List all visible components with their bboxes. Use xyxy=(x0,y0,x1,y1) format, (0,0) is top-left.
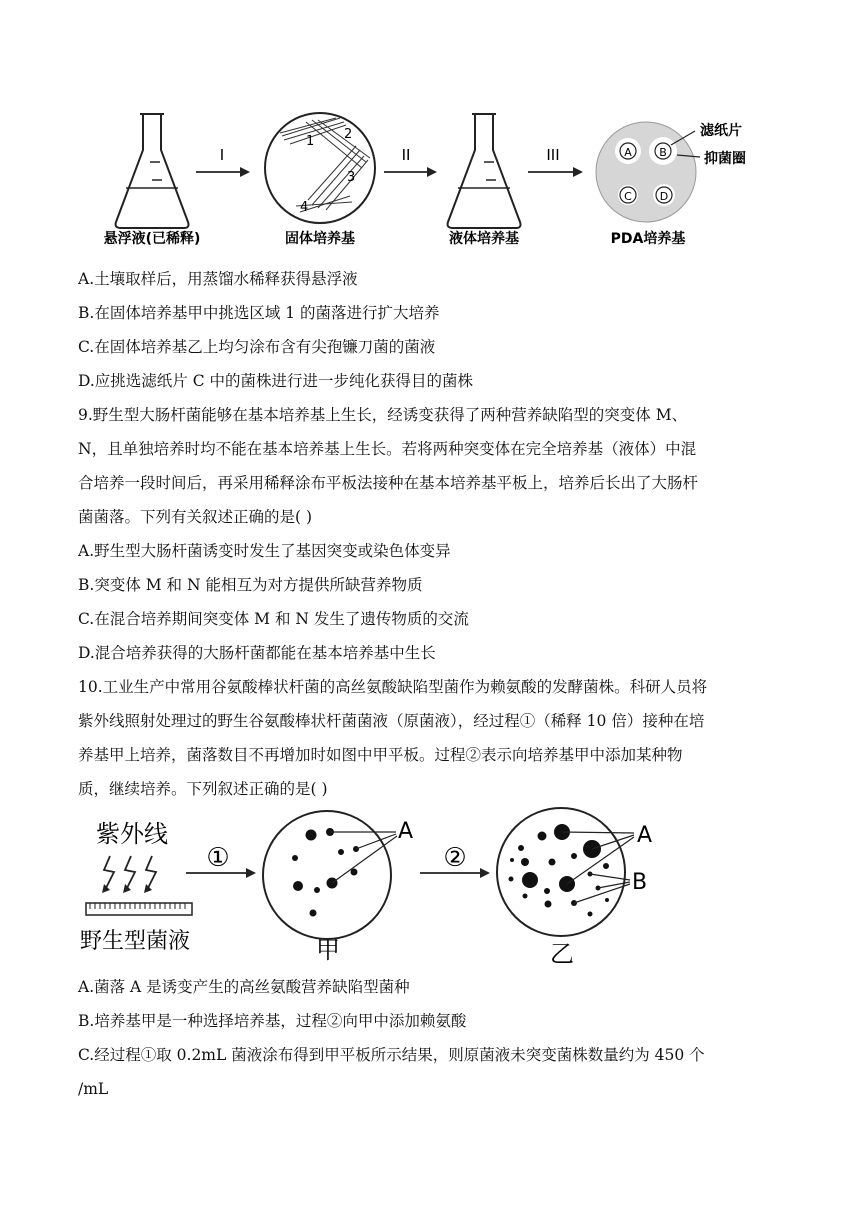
plate-jia xyxy=(263,811,397,939)
q9-stem-line: N，且单独培养时均不能在基本培养基上生长。若将两种突变体在完全培养基（液体）中混 xyxy=(78,440,697,458)
q9-option-a: A.野生型大肠杆菌诱变时发生了基因突变或染色体变异 xyxy=(78,542,451,560)
arrowhead-icon xyxy=(102,884,152,893)
uv-rays-icon xyxy=(104,856,156,888)
plate-jia-label: 甲 xyxy=(316,936,340,964)
plate1-label: 固体培养基 xyxy=(285,231,355,247)
svg-text:2: 2 xyxy=(344,127,353,142)
svg-text:C: C xyxy=(624,190,632,203)
plate2-label: PDA培养基 xyxy=(610,231,686,247)
svg-text:1: 1 xyxy=(306,134,315,149)
flask1-label: 悬浮液(已稀释) xyxy=(103,231,201,247)
q9-stem-line: 菌菌落。下列有关叙述正确的是( ) xyxy=(78,508,313,526)
q10-option-b: B.培养基甲是一种选择培养基，过程②向甲中添加赖氨酸 xyxy=(78,1012,467,1030)
plate-jia-label-A: A xyxy=(398,819,414,844)
arrow-step-2 xyxy=(420,843,490,878)
q9-option-b: B.突变体 M 和 N 能相互为对方提供所缺营养物质 xyxy=(78,576,423,594)
q9-stem-line: 合培养一段时间后，再采用稀释涂布平板法接种在基本培养基平板上，培养后长出了大肠杆 xyxy=(78,474,699,492)
plate-yi xyxy=(497,808,634,936)
svg-text:I: I xyxy=(219,146,225,164)
q9-option-d: D.混合培养获得的大肠杆菌都能在基本培养基中生长 xyxy=(78,644,436,662)
q8-option-c: C.在固体培养基乙上均匀涂布含有尖孢镰刀菌的菌液 xyxy=(78,338,436,356)
flask2-label: 液体培养基 xyxy=(449,231,519,247)
uv-label: 紫外线 xyxy=(96,820,168,848)
plate-yi-label-A: A xyxy=(637,823,653,848)
svg-text:A: A xyxy=(624,146,632,159)
dish-tick-marks xyxy=(90,903,185,909)
q10-stem-line: 养基甲上培养，菌落数目不再增加时如图中甲平板。过程②表示向培养基甲中添加某种物 xyxy=(78,746,683,764)
svg-text:4: 4 xyxy=(300,200,309,215)
q8-option-d: D.应挑选滤纸片 C 中的菌株进行进一步纯化获得目的菌株 xyxy=(78,372,474,390)
svg-text:B: B xyxy=(659,146,667,159)
arrow-step-1 xyxy=(186,843,256,878)
svg-text:III: III xyxy=(546,146,560,164)
svg-text:②: ② xyxy=(443,843,467,873)
arrow-step-III xyxy=(528,146,583,177)
q10-option-c: C.经过程①取 0.2mL 菌液涂布得到甲平板所示结果，则原菌液未突变菌株数量约为 450 个 xyxy=(78,1046,705,1064)
plate-yi-label: 乙 xyxy=(550,940,574,968)
filter-paper-label: 滤纸片 xyxy=(700,123,742,139)
q10-option-c-continued: /mL xyxy=(78,1080,109,1098)
flask-liquid-medium xyxy=(448,114,521,228)
arrow-step-II xyxy=(384,146,437,177)
q8-option-a: A.土壤取样后，用蒸馏水稀释获得悬浮液 xyxy=(78,270,358,288)
q10-stem-line: 紫外线照射处理过的野生谷氨酸棒状杆菌菌液（原菌液），经过程①（稀释 10 倍）接种在培 xyxy=(78,712,705,730)
svg-text:D: D xyxy=(659,190,669,203)
flask-suspension xyxy=(116,114,189,228)
q8-option-b: B.在固体培养基甲中挑选区域 1 的菌落进行扩大培养 xyxy=(78,304,440,322)
svg-text:II: II xyxy=(401,146,411,164)
q10-stem-line: 质，继续培养。下列叙述正确的是( ) xyxy=(78,780,328,798)
arrow-step-I xyxy=(196,146,250,177)
q9-stem-line: 9.野生型大肠杆菌能够在基本培养基上生长，经诱变获得了两种营养缺陷型的突变体 M、 xyxy=(78,406,688,424)
culture-dish-icon xyxy=(86,903,192,915)
q10-option-a: A.菌落 A 是诱变产生的高丝氨酸营养缺陷型菌种 xyxy=(78,978,410,996)
figure-uv-mutagenesis xyxy=(0,805,860,975)
q9-option-c: C.在混合培养期间突变体 M 和 N 发生了遗传物质的交流 xyxy=(78,610,469,628)
streak-plate xyxy=(265,113,375,223)
pda-plate xyxy=(596,122,700,222)
svg-text:3: 3 xyxy=(347,170,356,185)
q10-stem-line: 10.工业生产中常用谷氨酸棒状杆菌的高丝氨酸缺陷型菌作为赖氨酸的发酵菌株。科研人员将 xyxy=(78,678,708,696)
inhibition-zone-label: 抑菌圈 xyxy=(704,151,746,167)
svg-text:①: ① xyxy=(206,843,230,873)
wild-type-liquid-label: 野生型菌液 xyxy=(80,929,191,954)
figure-isolation-process xyxy=(0,0,860,255)
plate-yi-label-B: B xyxy=(632,870,648,895)
